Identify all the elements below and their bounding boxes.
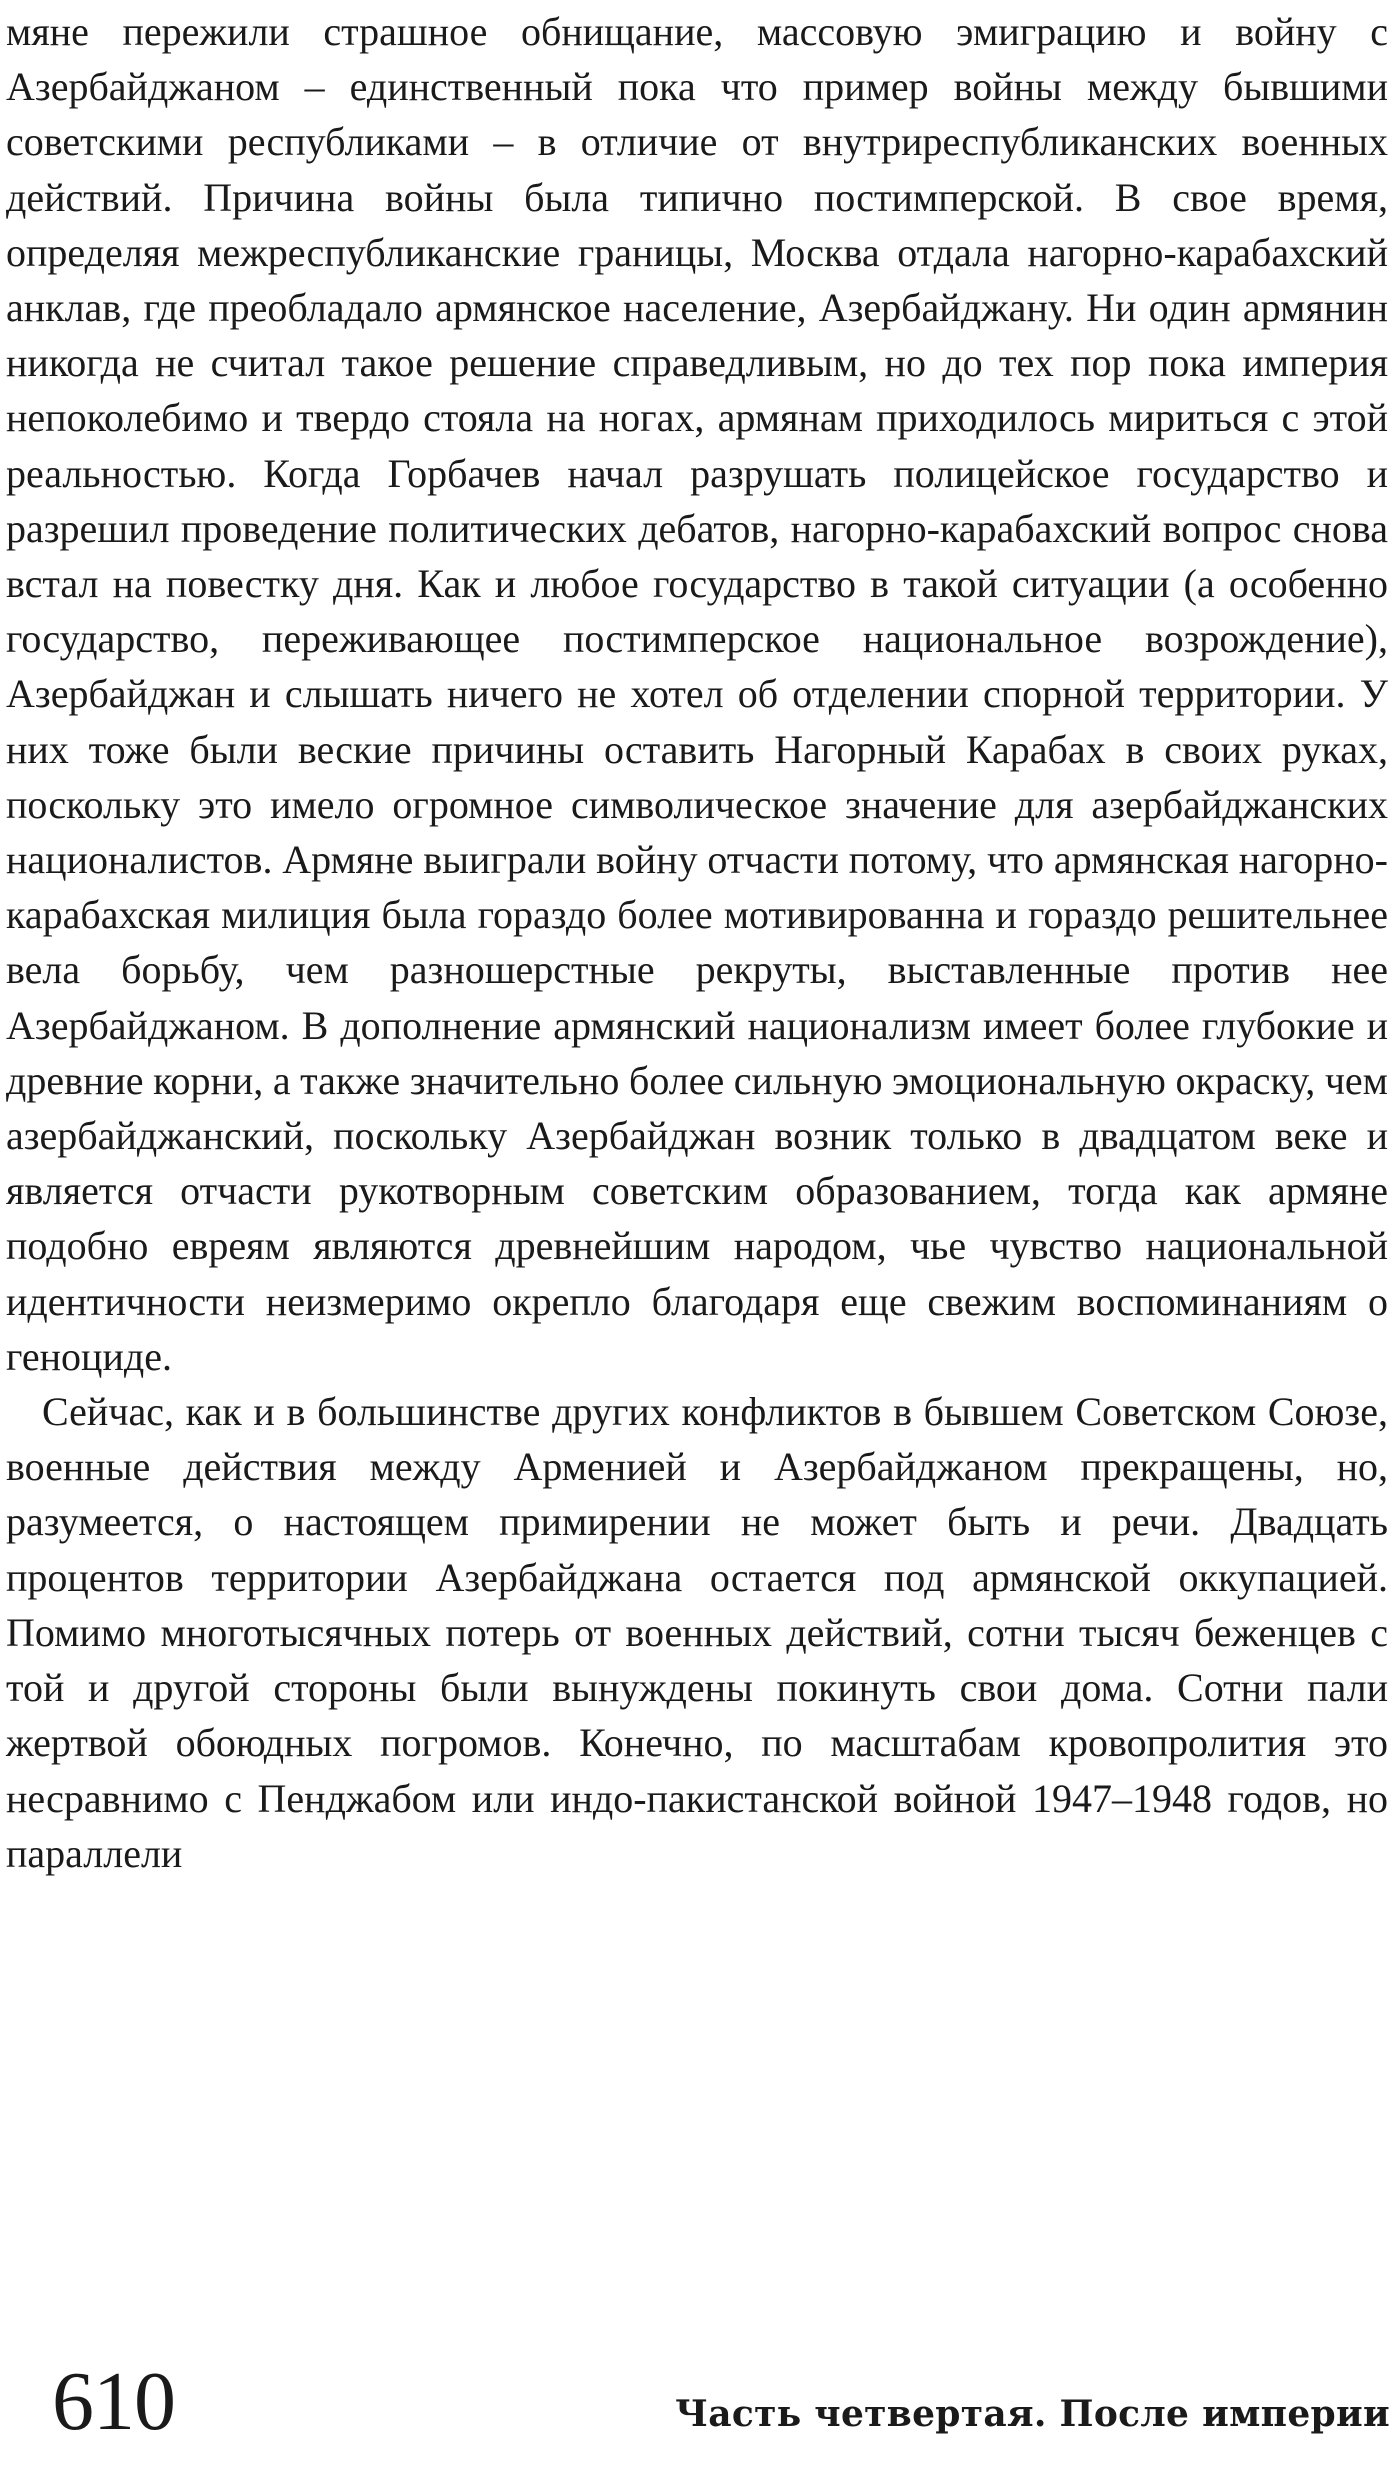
page-number: 610 [52,2355,175,2448]
paragraph: Сейчас, как и в большинстве других конфликтов в бывшем Советском Союзе, военные действия между Арменией и Азербайджаном прекращены, но, разумеется, о настоящем примирении не может быть и речи. Двадцать процентов территории Азербайджана остается под армянской оккупацией. Помимо многотысячных потерь от военных действий, сотни тысяч беженцев с той и другой стороны были вынуждены покинуть свои дома. Сотни пали жертвой обоюдных погромов. Конечно, по масштабам кровопролития это несравнимо с Пенджабом или индо-пакистанской войной 1947–1948 годов, но параллели [6,1389,1388,1876]
book-page [6,0,1390,2476]
body-text [6,4,1388,1881]
running-head: Часть четвертая. После империи [675,2393,1390,2435]
paragraph-continuation: мяне пережили страшное обнищание, массовую эмиграцию и войну с Азербайджаном – единственный пока что пример войны между бывшими советскими республиками – в отличие от внутриреспубликанских военных действий. Причина войны была типично постимперской. В свое время, определяя межреспубликанские границы, Москва отдала нагорно-карабахский анклав, где преобладало армянское население, Азербайджану. Ни один армянин никогда не считал такое решение справедливым, но до тех пор пока империя непоколебимо и твердо стояла на ногах, армянам приходилось мириться с этой реальностью. Когда Горбачев начал разрушать полицейское государство и разрешил проведение политических дебатов, нагорно-карабахский вопрос снова встал на повестку дня. Как и любое государство в такой ситуации (а особенно государство, переживающее постимперское национальное возрождение), Азербайджан и слышать ничего не хотел об отделении спорной территории. У них тоже были веские причины оставить Нагорный Карабах в своих руках, поскольку это имело огромное символическое значение для азербайджанских националистов. Армяне выиграли войну отчасти потому, что армянская нагорно-карабахская милиция была гораздо более мотивированна и гораздо решительнее вела борьбу, чем разношерстные рекруты, выставленные против нее Азербайджаном. В дополнение армянский национализм имеет более глубокие и древние корни, а также значительно более сильную эмоциональную окраску, чем азербайджанский, поскольку Азербайджан возник только в двадцатом веке и является отчасти рукотворным советским образованием, тогда как армяне подобно евреям являются древнейшим народом, чье чувство национальной идентичности неизмеримо окрепло благодаря еще свежим воспоминаниям о геноциде. [6,9,1388,1379]
page-footer [6,2352,1390,2462]
